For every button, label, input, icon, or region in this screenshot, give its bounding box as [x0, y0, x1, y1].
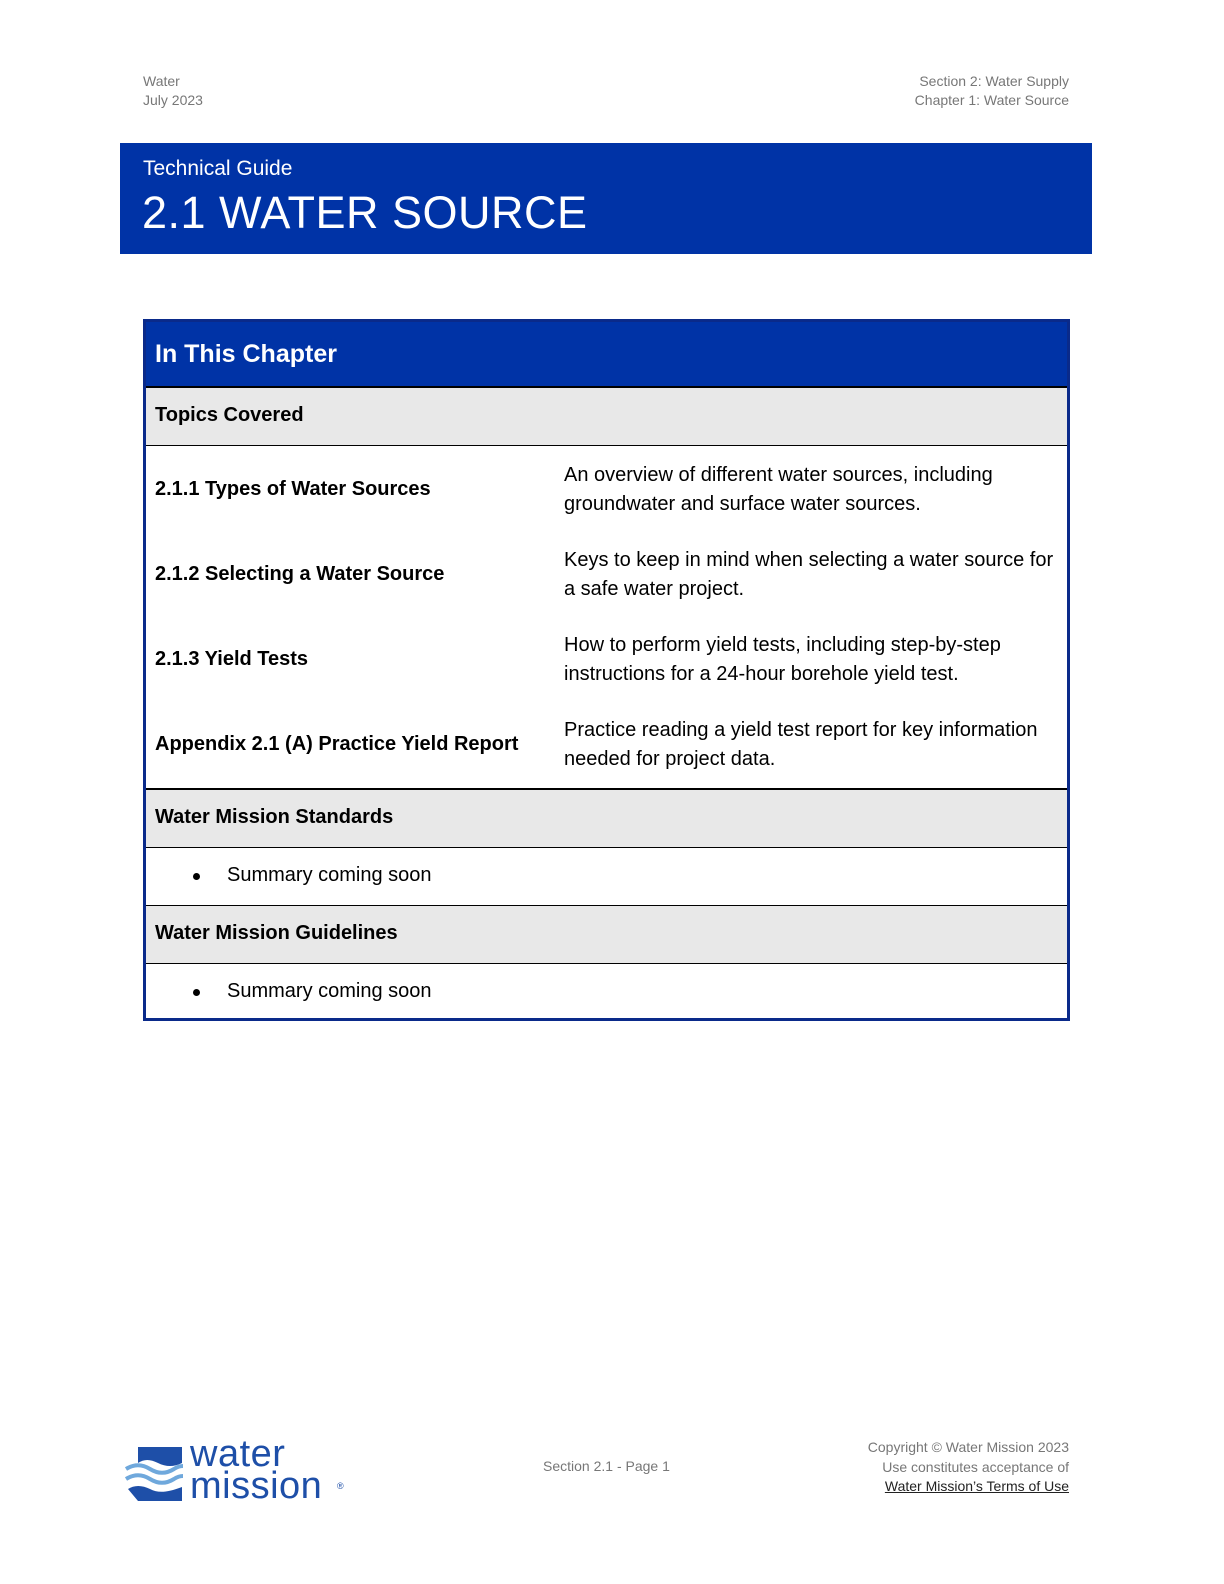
header-date: July 2023: [143, 92, 203, 108]
water-mission-logo: [124, 1433, 354, 1507]
logo-word-mission: mission: [190, 1465, 323, 1507]
title-banner: [120, 143, 1092, 254]
topic-name: 2.1.1 Types of Water Sources: [155, 478, 431, 500]
topic-description: An overview of different water sources, including groundwater and surface water sources.: [564, 463, 993, 515]
chapter-heading: In This Chapter: [155, 340, 337, 368]
guidelines-heading: Water Mission Guidelines: [155, 922, 398, 944]
banner-subtitle: Technical Guide: [143, 157, 293, 180]
topic-row: [146, 447, 1067, 532]
terms-of-use-link[interactable]: Water Mission’s Terms of Use: [884, 1478, 1069, 1494]
topic-row: [146, 532, 1067, 617]
acceptance-text: Use constitutes acceptance of: [882, 1458, 1069, 1475]
footer-copyright-block: [868, 1438, 1069, 1497]
topic-row: [146, 702, 1067, 787]
chapter-summary-table: [143, 319, 1070, 1021]
copyright-text: Copyright © Water Mission 2023: [867, 1439, 1069, 1455]
header-left: [143, 72, 203, 110]
standards-item-row: [146, 848, 1067, 906]
guidelines-item: Summary coming soon: [227, 980, 432, 1002]
chapter-heading-bar: [146, 322, 1067, 388]
header-section: Section 2: Water Supply: [919, 73, 1069, 89]
standards-heading-row: [146, 790, 1067, 848]
topic-description: How to perform yield tests, including step-by-step instructions for a 24-hour borehole yield test.: [564, 633, 1001, 685]
topic-name: 2.1.2 Selecting a Water Source: [155, 563, 445, 585]
topic-name: Appendix 2.1 (A) Practice Yield Report: [155, 733, 519, 755]
bullet-icon: [193, 989, 200, 996]
page-title: 2.1 WATER SOURCE: [142, 187, 588, 238]
header-document-name: Water: [143, 73, 180, 89]
header-right: [915, 72, 1069, 110]
logo-word-water: water: [190, 1433, 286, 1475]
topic-row: [146, 617, 1067, 702]
topic-description: Keys to keep in mind when selecting a water source for a safe water project.: [564, 548, 1054, 600]
topics-heading-row: [146, 388, 1067, 446]
water-mission-logo-icon: [124, 1445, 186, 1505]
standards-heading: Water Mission Standards: [155, 806, 394, 828]
guidelines-item-row: [146, 964, 1067, 1022]
topics-heading: Topics Covered: [155, 404, 304, 426]
topic-name: 2.1.3 Yield Tests: [155, 648, 309, 670]
page-number: Section 2.1 - Page 1: [543, 1458, 670, 1474]
header-chapter: Chapter 1: Water Source: [914, 92, 1069, 108]
guidelines-heading-row: [146, 906, 1067, 964]
topic-description: Practice reading a yield test report for key information needed for project data.: [564, 718, 1038, 770]
logo-registered-mark: ®: [337, 1481, 344, 1491]
bullet-icon: [193, 873, 200, 880]
standards-item: Summary coming soon: [227, 864, 432, 886]
